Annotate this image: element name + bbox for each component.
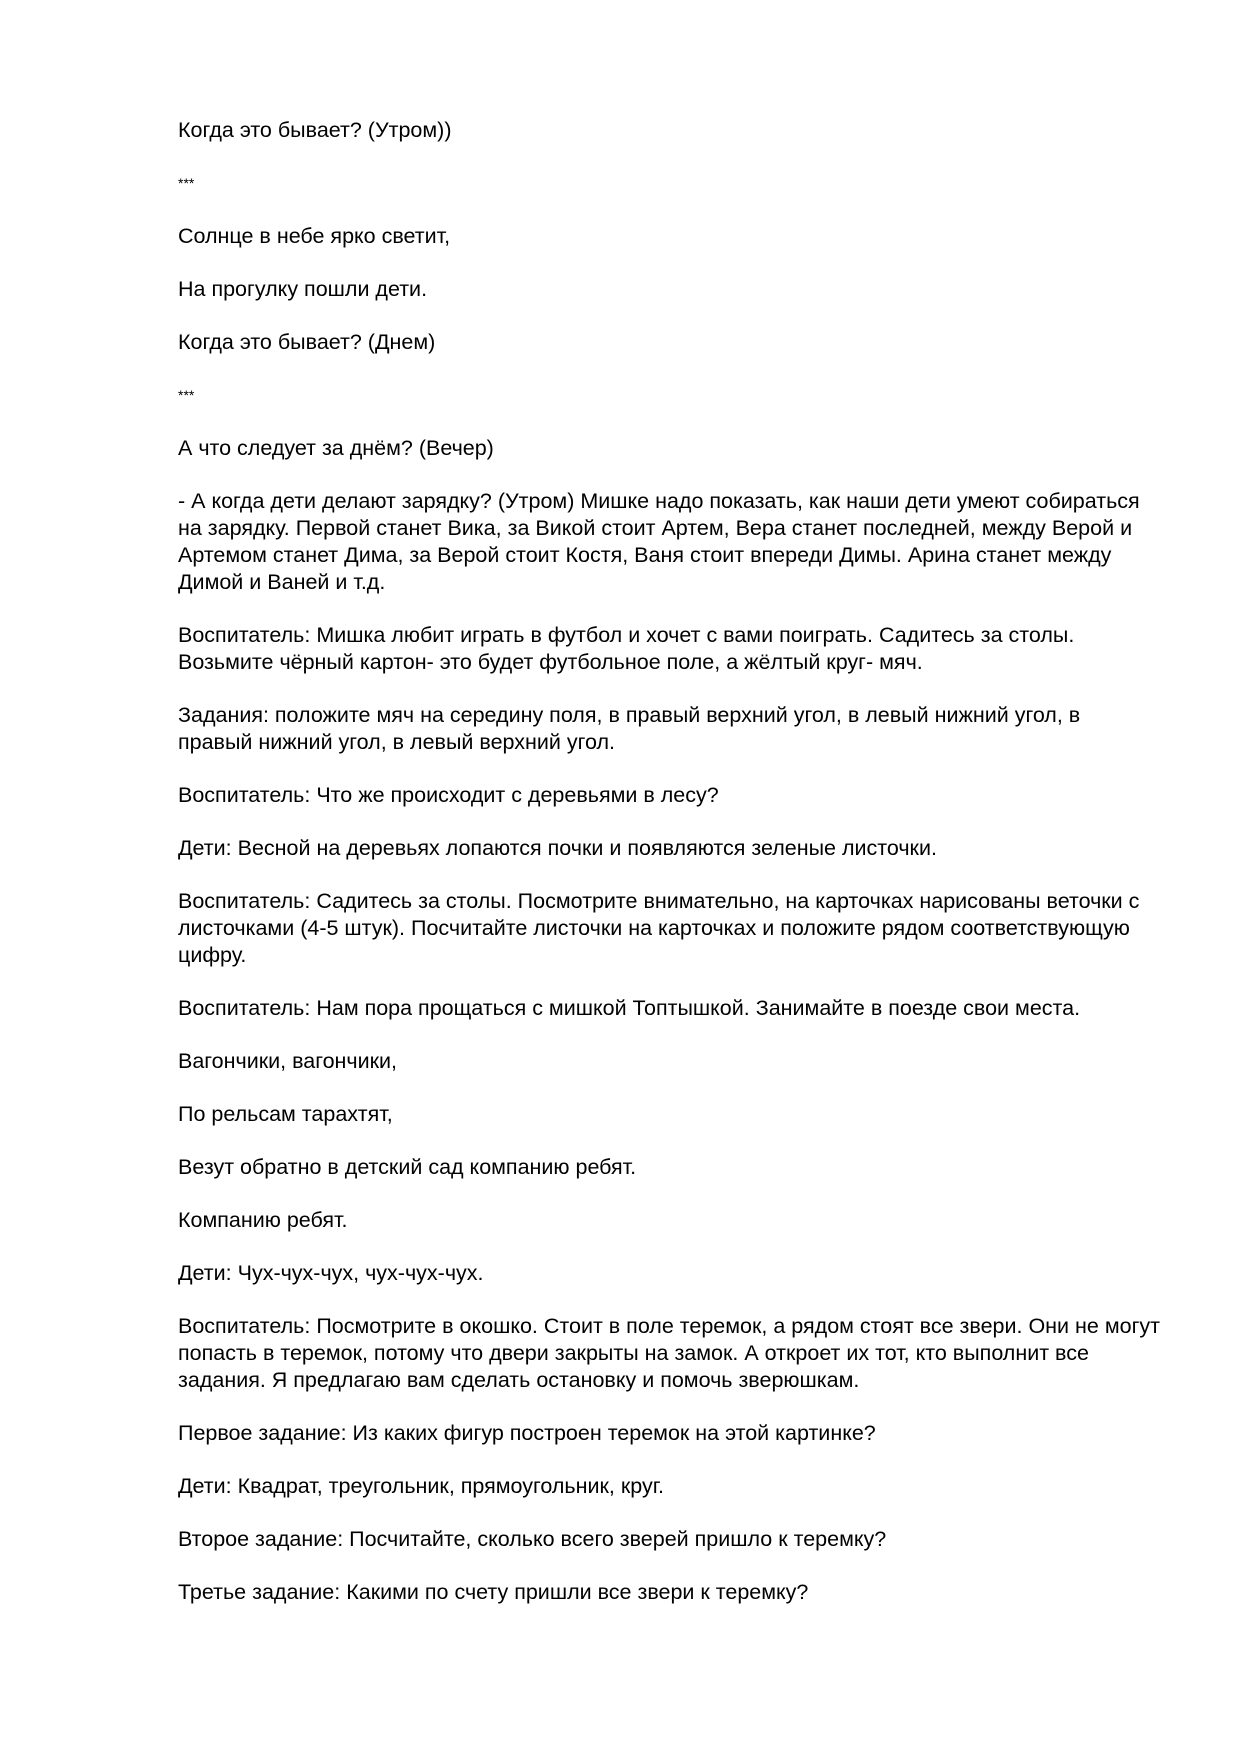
paragraph: На прогулку пошли дети. bbox=[178, 277, 428, 301]
paragraph: Когда это бывает? (Утром)) bbox=[178, 118, 452, 142]
paragraph: Везут обратно в детский сад компанию ребят. bbox=[178, 1155, 637, 1179]
paragraph: Задания: положите мяч на середину поля, в правый верхний угол, в левый нижний угол, в правый нижний угол, в левый верхний угол. bbox=[178, 703, 1081, 754]
section-separator: *** bbox=[178, 175, 195, 191]
paragraph: Дети: Квадрат, треугольник, прямоугольник, круг. bbox=[178, 1474, 664, 1498]
paragraph: Дети: Чух-чух-чух, чух-чух-чух. bbox=[178, 1261, 484, 1285]
paragraph: Третье задание: Какими по счету пришли все звери к теремку? bbox=[178, 1580, 809, 1604]
document-body bbox=[178, 117, 1160, 1632]
paragraph: По рельсам тарахтят, bbox=[178, 1102, 393, 1126]
paragraph: Дети: Весной на деревьях лопаются почки и появляются зеленые листочки. bbox=[178, 836, 937, 860]
paragraph: Солнце в небе ярко светит, bbox=[178, 224, 451, 248]
paragraph: Компанию ребят. bbox=[178, 1208, 348, 1232]
paragraph: Когда это бывает? (Днем) bbox=[178, 330, 436, 354]
paragraph: Вагончики, вагончики, bbox=[178, 1049, 398, 1073]
paragraph: А что следует за днём? (Вечер) bbox=[178, 436, 494, 460]
paragraph: Воспитатель: Садитесь за столы. Посмотрите внимательно, на карточках нарисованы веточки с листочками (4-5 штук). Посчитайте листочки на карточках и положите рядом соответствующую цифру. bbox=[178, 889, 1140, 967]
paragraph: Воспитатель: Что же происходит с деревьями в лесу? bbox=[178, 783, 719, 807]
section-separator: *** bbox=[178, 387, 195, 403]
paragraph: Второе задание: Посчитайте, сколько всего зверей пришло к теремку? bbox=[178, 1527, 887, 1551]
paragraph: Воспитатель: Мишка любит играть в футбол и хочет с вами поиграть. Садитесь за столы. Возьмите чёрный картон- это будет футбольное поле, а жёлтый круг- мяч. bbox=[178, 623, 1075, 674]
paragraph: Первое задание: Из каких фигур построен теремок на этой картинке? bbox=[178, 1421, 876, 1445]
paragraph: - А когда дети делают зарядку? (Утром) Мишке надо показать, как наши дети умеют собираться на зарядку. Первой станет Вика, за Викой стоит Артем, Вера станет последней, между Верой и Артемом станет Дима, за Верой стоит Костя, Ваня стоит впереди Димы. Арина станет между Димой и Ваней и т.д. bbox=[178, 489, 1140, 594]
paragraph: Воспитатель: Посмотрите в окошко. Стоит в поле теремок, а рядом стоят все звери. Они не могут попасть в теремок, потому что двери закрыты на замок. А откроет их тот, кто выполнит все задания. Я предлагаю вам сделать остановку и помочь зверюшкам. bbox=[178, 1314, 1161, 1392]
paragraph: Воспитатель: Нам пора прощаться с мишкой Топтышкой. Занимайте в поезде свои места. bbox=[178, 996, 1081, 1020]
